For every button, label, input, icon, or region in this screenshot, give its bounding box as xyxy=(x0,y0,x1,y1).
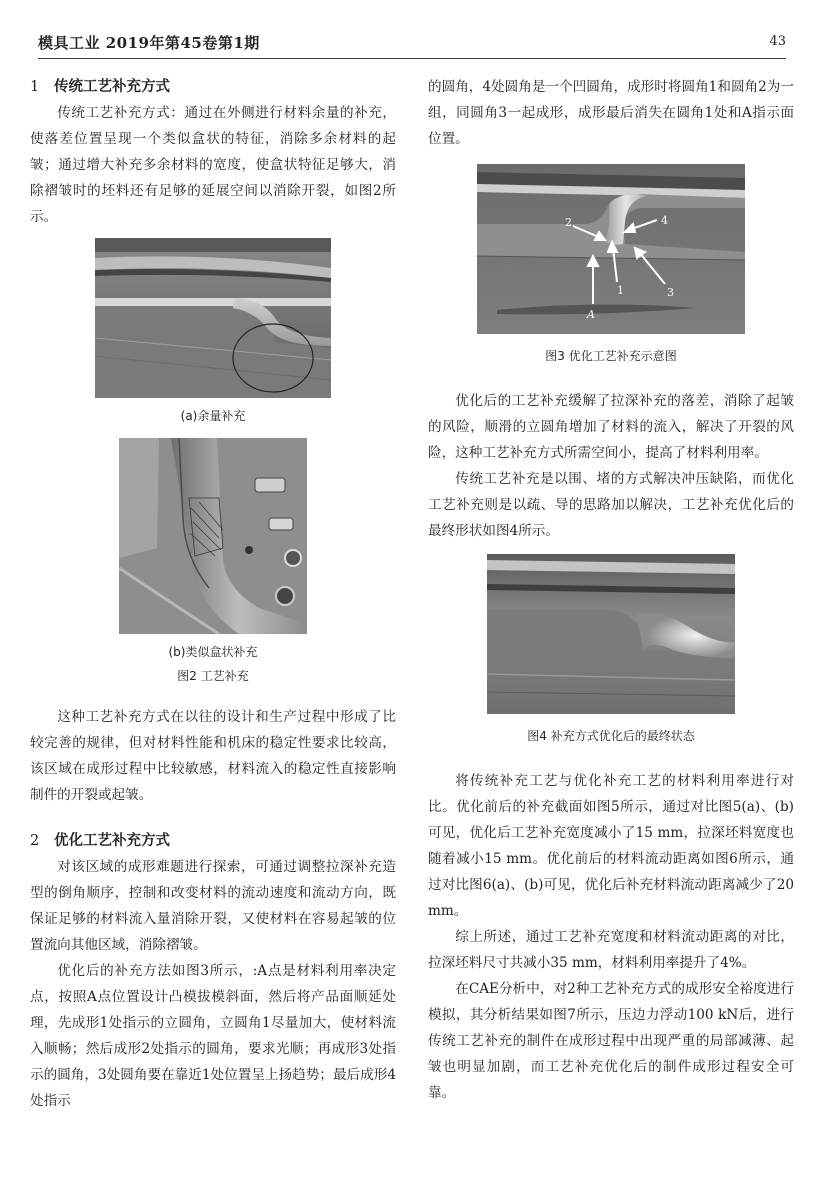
figure-4-caption: 图4 补充方式优化后的最终状态 xyxy=(527,729,695,743)
page-number: 43 xyxy=(769,34,786,49)
journal-title: 模具工业 2019年第45卷第1期 xyxy=(38,34,260,52)
figure-3-label-3: 3 xyxy=(667,286,674,299)
figure-2-caption: 图2 工艺补充 xyxy=(177,669,249,683)
paragraph-cae-analysis: 在CAE分析中，对2种工艺补充方式的成形安全裕度进行模拟，其分析结果如图7所示，压边力浮动100 kN后，进行传统工艺补充的制件在成形过程中出现严重的局部减薄、起皱也明显加剧，而工艺补充优化后的制件成形过程安全可靠。 xyxy=(428,981,794,1101)
section-1-paragraph: 传统工艺补充方式：通过在外侧进行材料余量的补充，使落差位置呈现一个类似盒状的特征，消除多余材料的起皱；通过增大补充多余材料的宽度，使盒状特征足够大，消除褶皱时的坯料还有足够的延展空间以消除开裂，如图2所示。 xyxy=(30,105,396,225)
paragraph-summary: 综上所述，通过工艺补充宽度和材料流动距离的对比，拉深坯料尺寸共减小35 mm，材料利用率提升了4%。 xyxy=(428,929,794,971)
figure-4-image xyxy=(487,554,735,714)
left-column xyxy=(30,74,396,1114)
paragraph-optimized-benefits: 优化后的工艺补充缓解了拉深补充的落差，消除了起皱的风险，顺滑的立圆角增加了材料的流入，解决了开裂的风险，这种工艺补充方式所需空间小，提高了材料利用率。 xyxy=(428,393,794,461)
right-column xyxy=(428,74,794,1106)
continued-paragraph: 的圆角，4处圆角是一个凹圆角，成形时将圆角1和圆角2为一组，同圆角3一起成形，成形最后消失在圆角1处和A指示面位置。 xyxy=(428,79,794,147)
figure-2b-caption: (b)类似盒状补充 xyxy=(168,645,258,659)
figure-3-label-4: 4 xyxy=(661,214,668,227)
figure-3-label-2: 2 xyxy=(565,216,572,229)
section-2-paragraph-1: 对该区域的成形难题进行探索，可通过调整拉深补充造型的倒角顺序，控制和改变材料的流动速度和流动方向，既保证足够的材料流入量消除开裂，又使材料在容易起皱的位置流向其他区域，消除褶皱。 xyxy=(30,859,396,953)
paragraph-comparison-approach: 传统工艺补充是以围、堵的方式解决冲压缺陷，而优化工艺补充则是以疏、导的思路加以解决，工艺补充优化后的最终形状如图4所示。 xyxy=(428,471,794,539)
paragraph-after-figure-2: 这种工艺补充方式在以往的设计和生产过程中形成了比较完善的规律，但对材料性能和机床的稳定性要求比较高，该区域在成形过程中比较敏感，材料流入的稳定性直接影响制件的开裂或起皱。 xyxy=(30,709,396,803)
figure-3-image xyxy=(477,164,745,334)
section-2-heading: 2 优化工艺补充方式 xyxy=(30,832,170,849)
figure-3-caption: 图3 优化工艺补充示意图 xyxy=(545,349,677,363)
figure-3-label-a: A xyxy=(587,308,595,321)
paragraph-material-utilization: 将传统补充工艺与优化补充工艺的材料利用率进行对比。优化前后的补充截面如图5所示，通过对比图5(a)、(b)可见，优化后工艺补充宽度减小了15 mm，拉深坯料宽度也随着减小15 mm。优化前后的材料流动距离如图6所示，通过对比图6(a)、(b)可见，优化后补充材料流动距离减少了20 mm。 xyxy=(428,773,794,919)
running-header xyxy=(38,28,786,59)
section-1-heading: 1 传统工艺补充方式 xyxy=(30,78,170,95)
figure-2b-image xyxy=(119,438,307,634)
figure-3-label-1: 1 xyxy=(617,284,624,297)
section-2-paragraph-2: 优化后的补充方法如图3所示，:A点是材料利用率决定点，按照A点位置设计凸模拔模斜面，然后将产品面顺延处理，先成形1处指示的立圆角，立圆角1尽量加大，使材料流入顺畅；然后成形2处指示的圆角，要求光顺；再成形3处指示的圆角，3处圆角要在靠近1处位置呈上扬趋势；最后成形4处指示 xyxy=(30,963,396,1109)
figure-2a-image xyxy=(95,238,331,398)
figure-2a-caption: (a)余量补充 xyxy=(180,409,246,423)
